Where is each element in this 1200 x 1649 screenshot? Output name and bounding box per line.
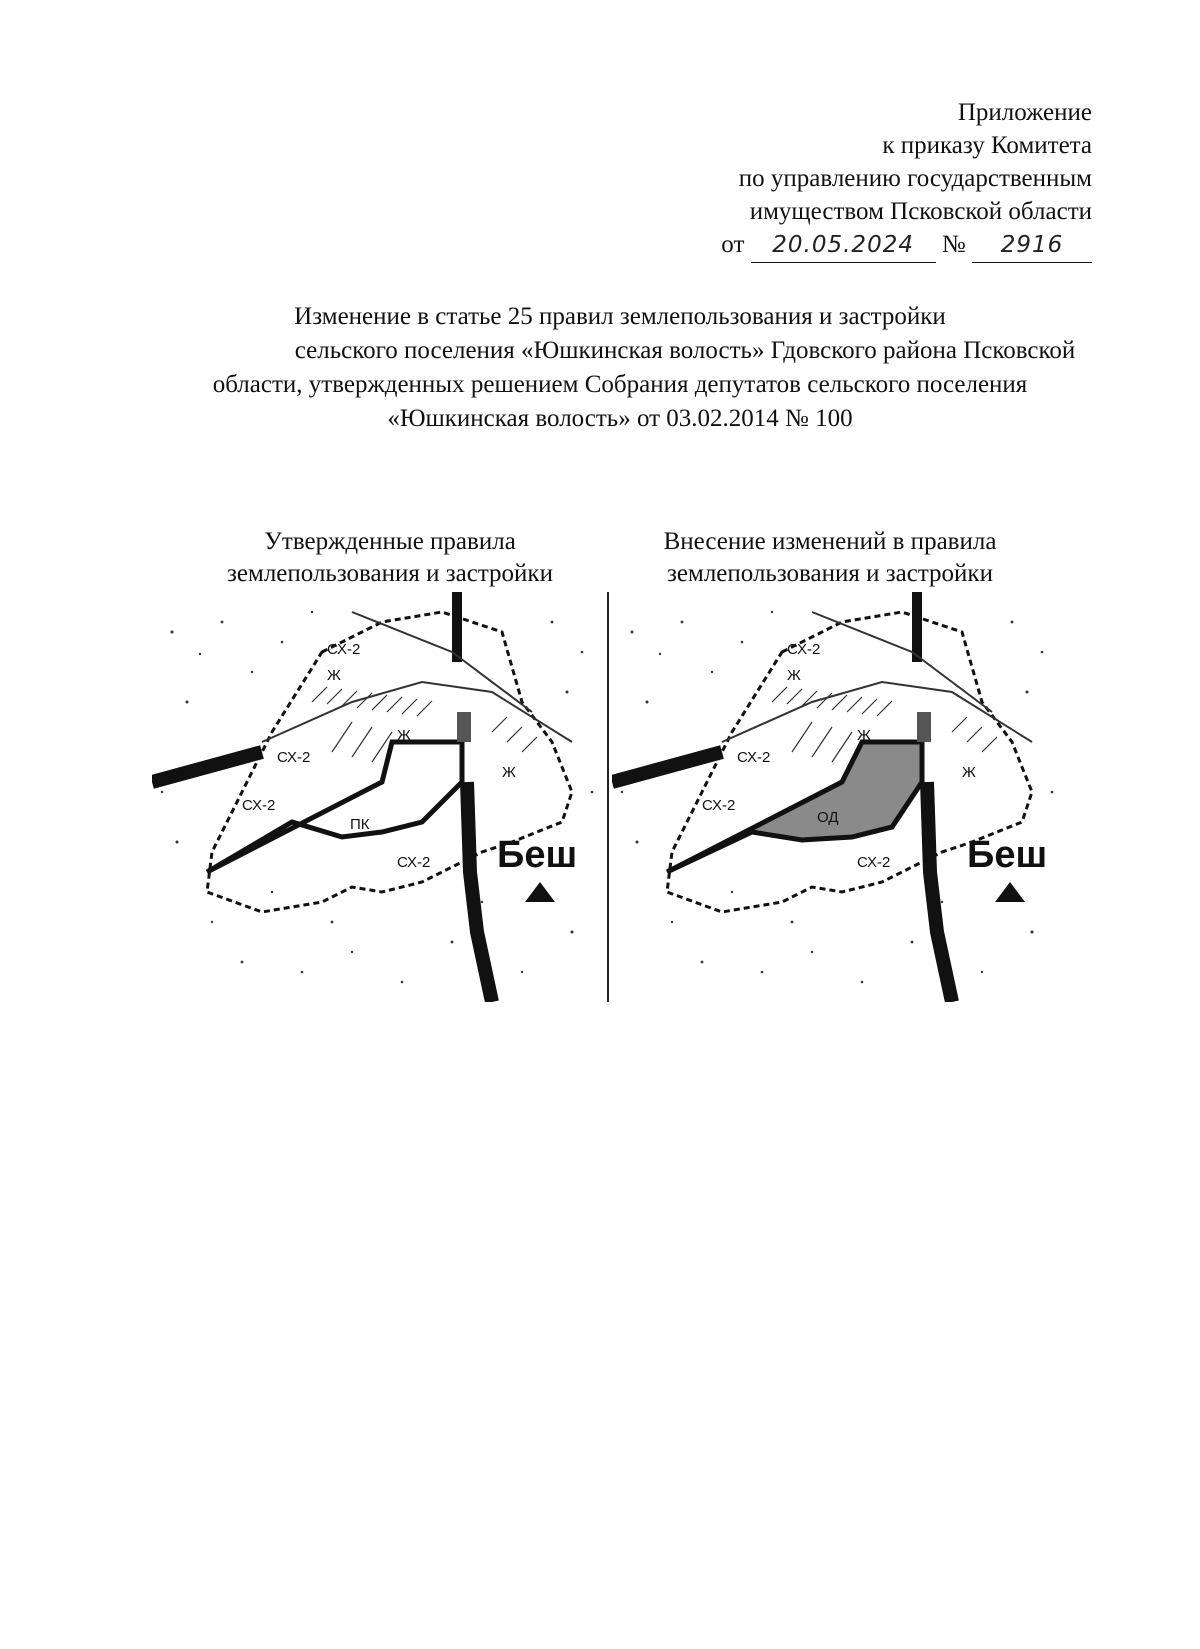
label-zh-right: Ж — [962, 764, 976, 781]
main-road-south — [467, 782, 492, 1002]
left-caption — [180, 526, 600, 590]
title-line-1: Изменение в статье 25 правил землепользования и застройки — [294, 303, 946, 330]
left-caption-line-1: Утвержденные правила — [264, 528, 516, 555]
panel-divider — [607, 592, 609, 1002]
label-village: Беш — [967, 834, 1048, 876]
label-zh-right: Ж — [502, 764, 516, 781]
label-zh-mid: Ж — [857, 727, 871, 744]
map-speckle-texture — [161, 611, 594, 984]
label-od: ОД — [817, 809, 839, 826]
label-zh-top: Ж — [327, 667, 341, 684]
approved-map — [152, 592, 607, 1002]
label-sx2-top: СХ-2 — [787, 641, 821, 658]
label-sx2-top: СХ-2 — [327, 641, 361, 658]
main-road-left — [152, 752, 262, 782]
secondary-road-2 — [812, 612, 992, 712]
appendix-line-3: по управлению государственным — [738, 165, 1092, 192]
secondary-road — [722, 682, 1032, 742]
label-sx2-mid: СХ-2 — [277, 749, 311, 766]
amended-map-svg — [612, 592, 1072, 1002]
approved-map-svg — [152, 592, 607, 1002]
right-caption — [620, 526, 1040, 590]
label-sx2-mid: СХ-2 — [737, 749, 771, 766]
main-road-south — [927, 782, 952, 1002]
date-value: 20.05.2024 — [751, 229, 936, 263]
triangle-marker-icon — [525, 882, 555, 902]
appendix-date-line — [572, 228, 1092, 263]
right-caption-line-2: землепользования и застройки — [667, 560, 993, 587]
title-line-3: области, утвержденных решением Собрания депутатов сельского поселения — [212, 371, 1028, 398]
title-line-4: «Юшкинская волость» от 03.02.2014 № 100 — [387, 405, 853, 432]
label-sx2-left: СХ-2 — [702, 797, 736, 814]
left-caption-line-2: землепользования и застройки — [227, 560, 553, 587]
label-sx2-bottom: СХ-2 — [857, 854, 891, 871]
label-pk: ПК — [350, 816, 370, 833]
label-village: Беш — [497, 834, 578, 876]
main-road-left — [612, 752, 722, 782]
appendix-line-4: имуществом Псковской области — [749, 198, 1092, 225]
title-line-2: сельского поселения «Юшкинская волость» Гдовского района Псковской — [294, 337, 1076, 364]
appendix-block — [572, 96, 1092, 263]
number-value: 2916 — [972, 229, 1092, 263]
secondary-road-2 — [352, 612, 532, 712]
label-sx2-left: СХ-2 — [242, 797, 276, 814]
label-sx2-bottom: СХ-2 — [397, 854, 431, 871]
appendix-line-1: Приложение — [957, 99, 1092, 126]
document-title — [150, 300, 1090, 436]
small-building — [457, 712, 471, 742]
number-prefix: № — [941, 231, 966, 258]
right-caption-line-1: Внесение изменений в правила — [663, 528, 997, 555]
triangle-marker-icon — [995, 882, 1025, 902]
appendix-line-2: к приказу Комитета — [882, 132, 1092, 159]
amended-map — [612, 592, 1072, 1002]
small-building — [917, 712, 931, 742]
date-prefix: от — [721, 231, 745, 258]
label-zh-top: Ж — [787, 667, 801, 684]
secondary-road — [262, 682, 572, 742]
label-zh-mid: Ж — [397, 727, 411, 744]
